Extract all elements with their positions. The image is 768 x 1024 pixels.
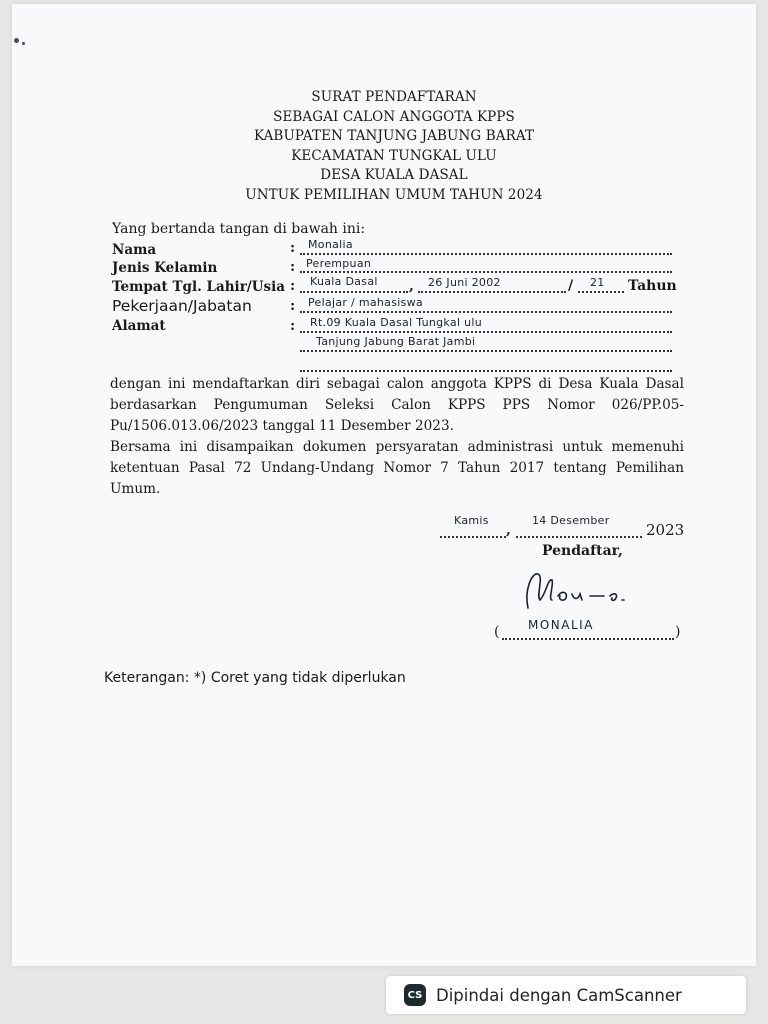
fill-line <box>418 289 566 293</box>
camscanner-watermark <box>386 976 746 1014</box>
label-jenis-kelamin: Jenis Kelamin <box>112 260 218 276</box>
comma: , <box>506 522 511 538</box>
label-tahun: Tahun <box>628 278 677 294</box>
slash: / <box>568 278 574 294</box>
open-paren: ( <box>494 624 500 640</box>
signer-name: MONALIA <box>528 618 594 632</box>
handwritten-signature <box>518 560 648 620</box>
value-jenis-kelamin: Perempuan <box>306 257 372 270</box>
signing-date: 14 Desember <box>532 514 610 527</box>
heading-line: SURAT PENDAFTARAN <box>311 89 477 105</box>
heading-line: DESA KUALA DASAL <box>320 167 468 183</box>
fill-line <box>300 368 672 372</box>
label-pekerjaan: Pekerjaan/Jabatan <box>112 297 252 315</box>
colon: : <box>290 318 296 334</box>
colon: : <box>290 240 296 256</box>
heading-line: SEBAGAI CALON ANGGOTA KPPS <box>273 108 515 125</box>
value-alamat-line1: Rt.09 Kuala Dasal Tungkal ulu <box>310 316 482 329</box>
label-ttl: Tempat Tgl. Lahir/Usia <box>112 279 285 295</box>
close-paren: ) <box>675 624 681 640</box>
colon: : <box>290 278 296 294</box>
scan-speck <box>14 38 19 43</box>
intro-text: Yang bertanda tangan di bawah ini: <box>112 221 366 237</box>
signing-year: 2023 <box>646 521 685 539</box>
fill-line <box>300 309 672 313</box>
paragraph-documents: Bersama ini disampaikan dokumen persyaratan administrasi untuk memenuhi ketentuan Pasal 72 Undang-Undang Nomor 7 Tahun 2017 tentang Pemilihan Umum. <box>110 439 684 497</box>
heading-line: UNTUK PEMILIHAN UMUM TAHUN 2024 <box>245 186 543 203</box>
fill-line <box>300 348 672 352</box>
value-alamat-line2: Tanjung Jabung Barat Jambi <box>316 335 476 348</box>
heading-line: KABUPATEN TANJUNG JABUNG BARAT <box>253 128 535 144</box>
colon: : <box>290 259 296 275</box>
footnote: Keterangan: *) Coret yang tidak diperlukan <box>104 670 406 686</box>
value-ttl-date: 26 Juni 2002 <box>428 276 501 289</box>
fill-line <box>300 269 672 273</box>
camscanner-logo-icon: CS <box>404 984 426 1006</box>
scan-speck <box>22 42 25 45</box>
letter-heading <box>100 88 688 205</box>
fill-line <box>578 289 624 293</box>
label-alamat: Alamat <box>112 318 166 334</box>
signer-role: Pendaftar, <box>542 543 623 559</box>
colon: : <box>290 298 296 314</box>
fill-line <box>502 636 674 640</box>
signing-date-line <box>440 514 690 544</box>
fill-line <box>440 534 506 538</box>
comma: , <box>409 278 414 294</box>
label-nama: Nama <box>112 242 157 258</box>
value-nama: Monalia <box>308 238 353 251</box>
paragraph-registration: dengan ini mendaftarkan diri sebagai calon anggota KPPS di Desa Kuala Dasal berdasarkan Pengumuman Seleksi Calon KPPS PPS Nomor 026/PP.05-Pu/1506.013.06/2023 tanggal 11 Desember 2023. <box>110 376 684 434</box>
camscanner-text: Dipindai dengan CamScanner <box>436 985 682 1005</box>
value-ttl-age: 21 <box>590 276 605 289</box>
signing-day: Kamis <box>454 514 489 527</box>
heading-line: KECAMATAN TUNGKAL ULU <box>291 147 497 164</box>
fill-line <box>300 329 672 333</box>
fill-line <box>516 534 642 538</box>
fill-line <box>300 289 408 293</box>
value-ttl-place: Kuala Dasal <box>310 275 378 288</box>
signer-name-line <box>494 618 684 642</box>
fill-line <box>300 251 672 255</box>
value-pekerjaan: Pelajar / mahasiswa <box>308 296 423 309</box>
